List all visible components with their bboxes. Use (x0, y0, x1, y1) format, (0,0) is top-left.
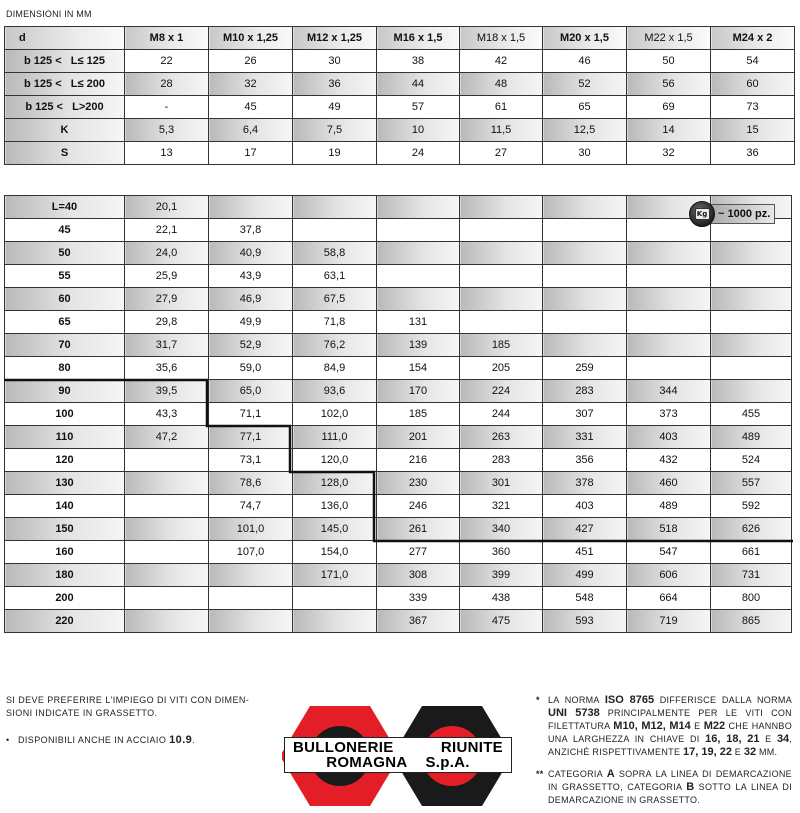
note-steel-period: . (192, 735, 196, 745)
weights-cell: 43,3 (125, 403, 209, 426)
weights-table (4, 195, 792, 633)
dimensions-cell: 50 (627, 50, 711, 73)
weights-cell: 93,6 (293, 380, 377, 403)
weights-cell: 78,6 (209, 472, 293, 495)
weights-cell: 547 (627, 541, 711, 564)
dimensions-cell: 69 (627, 96, 711, 119)
weights-cell: 102,0 (293, 403, 377, 426)
weights-cell: 71,1 (209, 403, 293, 426)
weights-cell: 489 (711, 426, 792, 449)
weights-cell (125, 449, 209, 472)
weights-cell (460, 311, 543, 334)
weights-cell (460, 196, 543, 219)
weights-length-label: 130 (5, 472, 125, 495)
weights-row (5, 334, 792, 357)
weights-cell (293, 196, 377, 219)
weights-row (5, 311, 792, 334)
weights-cell: 171,0 (293, 564, 377, 587)
weights-cell (460, 242, 543, 265)
units-label: DIMENSIONI IN MM (6, 9, 92, 19)
dimensions-cell: 49 (293, 96, 377, 119)
dimensions-cell: 28 (125, 73, 209, 96)
dimensions-cell: 46 (543, 50, 627, 73)
weights-cell (209, 587, 293, 610)
notes-right (536, 694, 792, 807)
weights-cell: 47,2 (125, 426, 209, 449)
dimensions-cell: 32 (627, 142, 711, 165)
weights-cell: 277 (377, 541, 460, 564)
weights-cell: 67,5 (293, 288, 377, 311)
note-fragment: A (606, 768, 615, 780)
weights-cell: 24,0 (125, 242, 209, 265)
note-fragment: , ANZICHÉ RISPETTIVAMENTE (548, 734, 792, 757)
weights-cell (543, 311, 627, 334)
weights-cell (460, 219, 543, 242)
weights-cell: 307 (543, 403, 627, 426)
weights-cell: 427 (543, 518, 627, 541)
weights-length-label: 70 (5, 334, 125, 357)
weights-row (5, 564, 792, 587)
note-preferred-sizes: SI DEVE PREFERIRE L'IMPIEGO DI VITI CON DIMEN-SIONI INDICATE IN GRASSETTO. (6, 695, 250, 718)
dimensions-cell: 13 (125, 142, 209, 165)
weights-row (5, 587, 792, 610)
weights-cell: 145,0 (293, 518, 377, 541)
weights-row (5, 472, 792, 495)
dimensions-cell: 26 (209, 50, 293, 73)
weights-cell: 84,9 (293, 357, 377, 380)
dimensions-cell: 17 (209, 142, 293, 165)
weights-cell (125, 472, 209, 495)
weights-cell: 403 (627, 426, 711, 449)
note-iso-uni-text (548, 694, 792, 759)
header-thread-col-2: M10 x 1,25 (209, 27, 293, 50)
dimensions-cell: - (125, 96, 209, 119)
weights-cell: 403 (543, 495, 627, 518)
note-fragment: M10, M12, M14 (613, 720, 691, 732)
logo-word-romagna: ROMAGNA (326, 754, 408, 771)
dimensions-row-label: b 125 < L>200 (5, 96, 125, 119)
dimensions-cell: 6,4 (209, 119, 293, 142)
logo-word-bullonerie: BULLONERIE (293, 739, 394, 756)
dimensions-table (4, 26, 795, 165)
weights-cell: 128,0 (293, 472, 377, 495)
weights-cell: 170 (377, 380, 460, 403)
weights-cell (711, 242, 792, 265)
logo-word-riunite: RIUNITE (440, 739, 503, 756)
weights-cell: 557 (711, 472, 792, 495)
weights-cell: 216 (377, 449, 460, 472)
weights-cell (543, 196, 627, 219)
dimensions-row (5, 119, 795, 142)
notes-left (6, 694, 266, 747)
weights-cell (125, 518, 209, 541)
dimensions-cell: 30 (543, 142, 627, 165)
weights-cell (543, 334, 627, 357)
weights-cell: 518 (627, 518, 711, 541)
note-category-text (548, 768, 792, 807)
note-steel-10-9 (6, 734, 266, 747)
header-thread-col-6: M20 x 1,5 (543, 27, 627, 50)
note-fragment: 32 (743, 746, 757, 758)
weights-cell (125, 495, 209, 518)
weights-cell: 63,1 (293, 265, 377, 288)
weights-cell (125, 587, 209, 610)
weights-cell: 74,7 (209, 495, 293, 518)
weights-cell: 154 (377, 357, 460, 380)
weights-row (5, 242, 792, 265)
weights-cell: 263 (460, 426, 543, 449)
weights-length-label: 200 (5, 587, 125, 610)
note-fragment: E (690, 721, 704, 731)
weights-length-label: 150 (5, 518, 125, 541)
weights-cell (125, 541, 209, 564)
weights-length-label: 100 (5, 403, 125, 426)
note-category (536, 768, 792, 807)
kg-weight-icon (689, 201, 715, 227)
weights-cell: 29,8 (125, 311, 209, 334)
weights-cell: 73,1 (209, 449, 293, 472)
dimensions-header-row (5, 27, 795, 50)
weights-cell (711, 357, 792, 380)
weights-cell: 205 (460, 357, 543, 380)
header-thread-col-5: M18 x 1,5 (460, 27, 543, 50)
dimensions-row-label: S (5, 142, 125, 165)
note-fragment: E (731, 747, 744, 757)
weights-cell (711, 288, 792, 311)
header-thread-col-8: M24 x 2 (711, 27, 795, 50)
weights-cell: 58,8 (293, 242, 377, 265)
note-fragment: CHE HANNBO UNA LARGHEZZA IN CHIAVE DI (548, 721, 792, 744)
weights-cell: 65,0 (209, 380, 293, 403)
weights-cell (627, 265, 711, 288)
weights-cell: 399 (460, 564, 543, 587)
note-fragment: SOPRA LA LINEA DI DEMARCAZIONE IN GRASSETTO, CATEGORIA (548, 769, 792, 792)
dimensions-row-label: K (5, 119, 125, 142)
weights-cell: 339 (377, 587, 460, 610)
weights-length-label: 50 (5, 242, 125, 265)
weights-cell (543, 265, 627, 288)
dimensions-cell: 5,3 (125, 119, 209, 142)
weights-cell (543, 219, 627, 242)
weights-cell: 261 (377, 518, 460, 541)
weights-cell: 592 (711, 495, 792, 518)
weights-row (5, 219, 792, 242)
weights-length-label: 60 (5, 288, 125, 311)
weights-cell: 489 (627, 495, 711, 518)
note-mark-double: ** (536, 769, 544, 779)
weights-cell (543, 288, 627, 311)
weights-cell (209, 564, 293, 587)
weights-cell: 20,1 (125, 196, 209, 219)
weight-per-1000-badge (689, 200, 789, 228)
weights-cell (377, 288, 460, 311)
kg-icon-label: Kg (695, 208, 710, 220)
weights-cell: 455 (711, 403, 792, 426)
weights-cell: 283 (543, 380, 627, 403)
weights-cell: 22,1 (125, 219, 209, 242)
weights-row (5, 541, 792, 564)
weights-row (5, 265, 792, 288)
weights-cell: 71,8 (293, 311, 377, 334)
weights-length-label: 65 (5, 311, 125, 334)
weights-cell: 373 (627, 403, 711, 426)
note-fragment: 17, 19, 22 (683, 746, 732, 758)
note-bullet: • (6, 735, 10, 745)
weights-cell: 35,6 (125, 357, 209, 380)
header-thread-col-4: M16 x 1,5 (377, 27, 460, 50)
weights-cell: 432 (627, 449, 711, 472)
note-fragment: 34 (776, 733, 790, 745)
weights-length-label: 120 (5, 449, 125, 472)
weights-cell: 308 (377, 564, 460, 587)
weights-cell (377, 242, 460, 265)
weights-cell (377, 219, 460, 242)
note-fragment: PRINCIPALMENTE PER LE VITI CON FILETTATURA (548, 708, 792, 731)
weights-length-label: 160 (5, 541, 125, 564)
dimensions-cell: 44 (377, 73, 460, 96)
weights-cell (543, 242, 627, 265)
note-fragment: ISO 8765 (604, 694, 655, 706)
weights-row (5, 518, 792, 541)
weights-cell: 360 (460, 541, 543, 564)
weights-cell: 120,0 (293, 449, 377, 472)
dimensions-cell: 30 (293, 50, 377, 73)
weights-cell: 59,0 (209, 357, 293, 380)
header-diameter: d (5, 27, 125, 50)
dimensions-cell: 48 (460, 73, 543, 96)
weights-cell: 719 (627, 610, 711, 633)
note-fragment: M22 (703, 720, 726, 732)
weights-cell: 344 (627, 380, 711, 403)
dimensions-cell: 14 (627, 119, 711, 142)
weights-row (5, 610, 792, 633)
weights-length-label: L=40 (5, 196, 125, 219)
weights-cell: 259 (543, 357, 627, 380)
note-fragment: DIFFERISCE DALLA NORMA (654, 695, 792, 705)
dimensions-cell: 61 (460, 96, 543, 119)
weights-cell (125, 610, 209, 633)
weights-row (5, 196, 792, 219)
weights-cell (711, 380, 792, 403)
weights-cell: 499 (543, 564, 627, 587)
weights-cell (293, 219, 377, 242)
dimensions-cell: 19 (293, 142, 377, 165)
dimensions-cell: 73 (711, 96, 795, 119)
weights-cell (711, 265, 792, 288)
weights-cell: 301 (460, 472, 543, 495)
weights-cell: 185 (460, 334, 543, 357)
weights-cell: 246 (377, 495, 460, 518)
weights-cell: 31,7 (125, 334, 209, 357)
note-fragment: SOTTO LA LINEA DI DEMARCAZIONE IN GRASSETTO. (548, 782, 793, 805)
weights-length-label: 80 (5, 357, 125, 380)
weights-cell (293, 587, 377, 610)
weights-cell (627, 288, 711, 311)
weights-cell: 43,9 (209, 265, 293, 288)
weights-cell (209, 610, 293, 633)
note-iso-uni (536, 694, 792, 759)
dimensions-cell: 10 (377, 119, 460, 142)
weights-cell: 340 (460, 518, 543, 541)
weights-cell: 111,0 (293, 426, 377, 449)
dimensions-cell: 42 (460, 50, 543, 73)
weights-cell: 451 (543, 541, 627, 564)
weights-length-label: 55 (5, 265, 125, 288)
dimensions-row (5, 142, 795, 165)
company-logo (282, 704, 514, 808)
weights-cell: 661 (711, 541, 792, 564)
header-thread-col-1: M8 x 1 (125, 27, 209, 50)
weights-cell: 378 (543, 472, 627, 495)
weights-cell (460, 265, 543, 288)
dimensions-cell: 54 (711, 50, 795, 73)
dimensions-cell: 36 (293, 73, 377, 96)
weights-cell: 154,0 (293, 541, 377, 564)
weights-cell (125, 564, 209, 587)
logo-wordmark (284, 737, 512, 773)
weights-cell (627, 311, 711, 334)
weights-row (5, 449, 792, 472)
weights-length-label: 180 (5, 564, 125, 587)
weights-cell: 201 (377, 426, 460, 449)
dimensions-row-label: b 125 < L≤ 125 (5, 50, 125, 73)
dimensions-cell: 11,5 (460, 119, 543, 142)
weights-length-label: 140 (5, 495, 125, 518)
header-thread-col-7: M22 x 1,5 (627, 27, 711, 50)
weights-cell: 49,9 (209, 311, 293, 334)
weights-cell (293, 610, 377, 633)
weights-length-label: 90 (5, 380, 125, 403)
weights-cell (377, 265, 460, 288)
dimensions-cell: 12,5 (543, 119, 627, 142)
dimensions-row-label: b 125 < L≤ 200 (5, 73, 125, 96)
weights-cell: 27,9 (125, 288, 209, 311)
weights-cell: 321 (460, 495, 543, 518)
weights-cell: 25,9 (125, 265, 209, 288)
weights-length-label: 45 (5, 219, 125, 242)
note-fragment: MM. (756, 747, 778, 757)
dimensions-row (5, 50, 795, 73)
weights-cell (711, 311, 792, 334)
weights-cell: 185 (377, 403, 460, 426)
weights-cell: 77,1 (209, 426, 293, 449)
dimensions-cell: 7,5 (293, 119, 377, 142)
weights-row (5, 426, 792, 449)
weights-cell: 39,5 (125, 380, 209, 403)
weights-length-label: 220 (5, 610, 125, 633)
weights-cell (460, 288, 543, 311)
weights-cell: 524 (711, 449, 792, 472)
weights-row (5, 495, 792, 518)
dimensions-row (5, 96, 795, 119)
dimensions-cell: 45 (209, 96, 293, 119)
note-fragment: CATEGORIA (548, 769, 607, 779)
weights-cell: 37,8 (209, 219, 293, 242)
weights-cell: 101,0 (209, 518, 293, 541)
dimensions-row (5, 73, 795, 96)
weights-cell: 438 (460, 587, 543, 610)
weights-cell: 283 (460, 449, 543, 472)
dimensions-cell: 22 (125, 50, 209, 73)
dimensions-cell: 65 (543, 96, 627, 119)
weights-cell: 367 (377, 610, 460, 633)
weights-row (5, 357, 792, 380)
note-fragment: LA NORMA (548, 695, 605, 705)
weights-cell (627, 357, 711, 380)
note-fragment: UNI 5738 (548, 707, 600, 719)
dimensions-cell: 57 (377, 96, 460, 119)
weights-cell: 593 (543, 610, 627, 633)
weights-row (5, 403, 792, 426)
weights-cell: 606 (627, 564, 711, 587)
weights-cell (627, 334, 711, 357)
note-fragment: 16, 18, 21 (705, 733, 760, 745)
dimensions-cell: 36 (711, 142, 795, 165)
weights-row (5, 380, 792, 403)
weights-cell: 107,0 (209, 541, 293, 564)
dimensions-cell: 15 (711, 119, 795, 142)
weights-cell: 224 (460, 380, 543, 403)
weights-cell: 731 (711, 564, 792, 587)
weights-cell: 244 (460, 403, 543, 426)
weights-cell: 356 (543, 449, 627, 472)
dimensions-cell: 38 (377, 50, 460, 73)
dimensions-cell: 60 (711, 73, 795, 96)
dimensions-cell: 56 (627, 73, 711, 96)
dimensions-cell: 52 (543, 73, 627, 96)
weights-cell: 52,9 (209, 334, 293, 357)
weights-cell: 664 (627, 587, 711, 610)
weight-per-1000-label: ~ 1000 pz. (709, 204, 775, 224)
note-steel-grade: 10.9 (169, 734, 193, 746)
weights-cell: 139 (377, 334, 460, 357)
logo-word-spa: S.p.A. (425, 754, 470, 771)
weights-cell (209, 196, 293, 219)
dimensions-cell: 24 (377, 142, 460, 165)
weights-cell: 131 (377, 311, 460, 334)
weights-cell: 548 (543, 587, 627, 610)
weights-cell: 40,9 (209, 242, 293, 265)
note-fragment: E (759, 734, 777, 744)
note-fragment: B (686, 781, 695, 793)
header-thread-col-3: M12 x 1,25 (293, 27, 377, 50)
weights-length-label: 110 (5, 426, 125, 449)
weights-cell: 626 (711, 518, 792, 541)
weights-cell: 475 (460, 610, 543, 633)
weights-cell: 230 (377, 472, 460, 495)
dimensions-cell: 27 (460, 142, 543, 165)
weights-cell (711, 334, 792, 357)
weights-cell: 865 (711, 610, 792, 633)
weights-cell: 331 (543, 426, 627, 449)
weights-cell: 76,2 (293, 334, 377, 357)
weights-row (5, 288, 792, 311)
weights-cell: 136,0 (293, 495, 377, 518)
dimensions-cell: 32 (209, 73, 293, 96)
weights-cell (377, 196, 460, 219)
weights-cell: 460 (627, 472, 711, 495)
weights-cell: 800 (711, 587, 792, 610)
weights-cell: 46,9 (209, 288, 293, 311)
note-steel-text: DISPONIBILI ANCHE IN ACCIAIO (18, 735, 167, 745)
weights-cell (627, 242, 711, 265)
note-mark-single: * (536, 695, 540, 705)
